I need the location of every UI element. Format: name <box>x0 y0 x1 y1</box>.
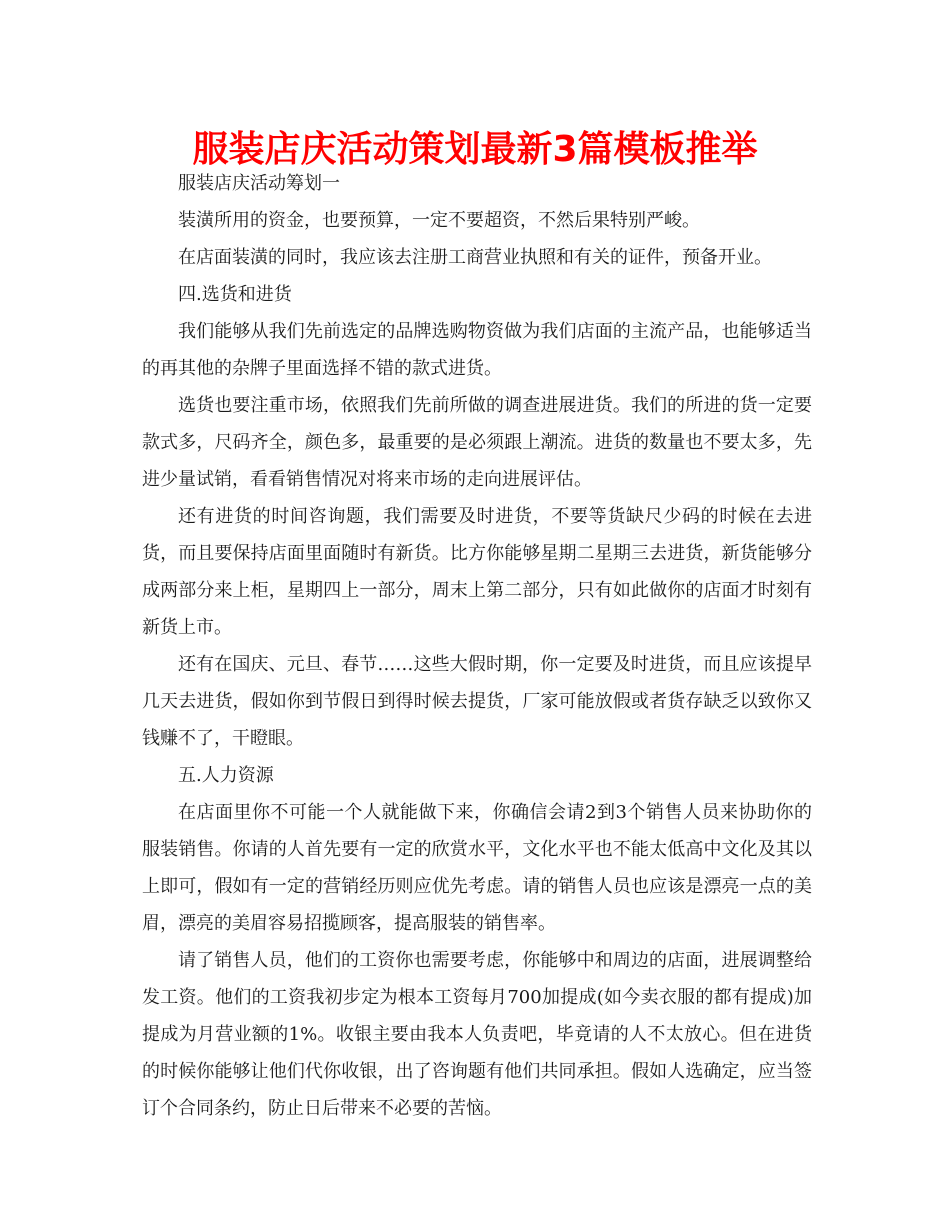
section-heading: 服装店庆活动筹划一 <box>178 173 340 194</box>
section-heading: 四.选货和进货 <box>178 284 292 305</box>
document-body <box>142 165 812 1127</box>
paragraph: 我们能够从我们先前选定的品牌选购物资做为我们店面的主流产品，也能够适当的再其他的杂牌子里面选择不错的款式进货。 <box>142 321 812 379</box>
section-heading: 五.人力资源 <box>178 765 274 786</box>
paragraph: 请了销售人员，他们的工资你也需要考虑，你能够中和周边的店面，进展调整给发工资。他们的工资我初步定为根本工资每月700加提成(如今卖衣服的都有提成)加提成为月营业额的1%。收银主要由我本人负责吧，毕竟请的人不太放心。但在进货的时候你能够让他们代你收银，出了咨询题有他们共同承担。假如人选确定，应当签订个合同条约，防止日后带来不必要的苦恼。 <box>142 950 812 1119</box>
document-title: 服装店庆活动策划最新3篇模板推举 <box>192 129 758 170</box>
paragraph: 选货也要注重市场，依照我们先前所做的调查进展进货。我们的所进的货一定要款式多，尺码齐全，颜色多，最重要的是必须跟上潮流。进货的数量也不要太多，先进少量试销，看看销售情况对将来市场的走向进展评估。 <box>142 395 812 490</box>
paragraph: 还有在国庆、元旦、春节……这些大假时期，你一定要及时进货，而且应该提早几天去进货，假如你到节假日到得时候去提货，厂家可能放假或者货存缺乏以致你又钱赚不了，干瞪眼。 <box>142 654 812 749</box>
paragraph: 在店面装潢的同时，我应该去注册工商营业执照和有关的证件，预备开业。 <box>178 247 772 268</box>
paragraph: 还有进货的时间咨询题，我们需要及时进货，不要等货缺尺少码的时候在去进货，而且要保持店面里面随时有新货。比方你能够星期二星期三去进货，新货能够分成两部分来上柜，星期四上一部分，周末上第二部分，只有如此做你的店面才时刻有新货上市。 <box>142 506 812 638</box>
paragraph: 在店面里你不可能一个人就能做下来，你确信会请2到3个销售人员来协助你的服装销售。你请的人首先要有一定的欣赏水平，文化水平也不能太低高中文化及其以上即可，假如有一定的营销经历则应优先考虑。请的销售人员也应该是漂亮一点的美眉，漂亮的美眉容易招揽顾客，提高服装的销售率。 <box>142 802 812 934</box>
paragraph: 装潢所用的资金，也要预算，一定不要超资，不然后果特别严峻。 <box>178 210 700 231</box>
